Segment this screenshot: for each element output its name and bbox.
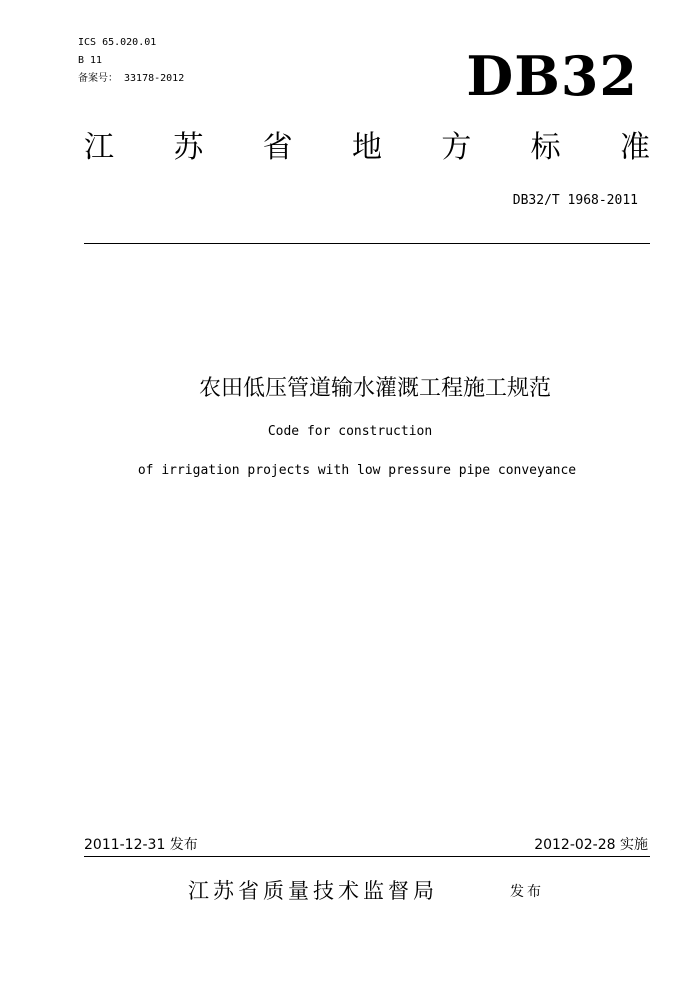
filing-number: 备案号： 33178-2012	[78, 73, 185, 84]
standard-type-char: 方	[441, 130, 472, 165]
issuing-authority-suffix: 发布	[510, 884, 544, 900]
standard-type-char: 标	[530, 130, 561, 165]
bottom-divider	[84, 856, 650, 857]
standard-type-char: 苏	[173, 130, 204, 165]
ccs-code: B 11	[78, 55, 103, 66]
document-title-en-line2: of irrigation projects with low pressure pipe conveyance	[137, 463, 577, 478]
document-title-en-line1: Code for construction	[267, 424, 433, 439]
standard-type-title	[84, 128, 650, 168]
standard-type-char: 省	[262, 130, 293, 165]
issuing-authority: 江苏省质量技术监督局	[188, 879, 438, 903]
standard-number: DB32/T 1968-2011	[512, 193, 638, 208]
standard-code-logo: DB32	[466, 44, 638, 108]
ics-code: ICS 65.020.01	[78, 37, 157, 48]
issue-date: 2011-12-31 发布	[84, 837, 198, 853]
standard-type-char: 地	[351, 130, 382, 165]
standard-type-char: 江	[84, 130, 114, 165]
implementation-date: 2012-02-28 实施	[534, 837, 648, 853]
top-divider	[84, 243, 650, 244]
document-title-zh: 农田低压管道输水灌溉工程施工规范	[198, 376, 551, 401]
standard-type-char: 准	[619, 130, 650, 165]
